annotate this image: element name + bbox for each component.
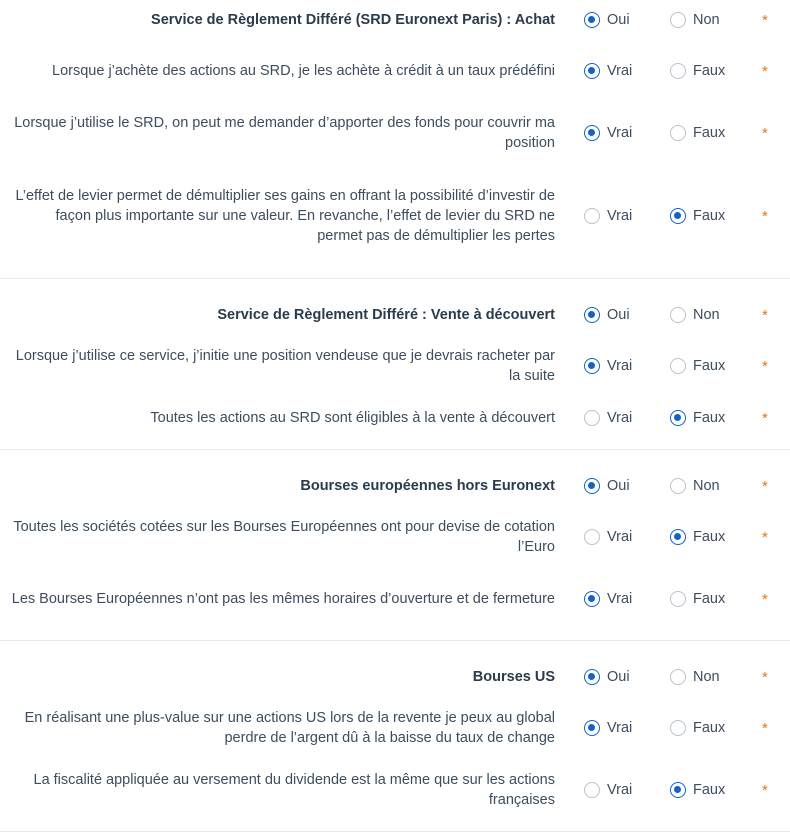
radio-button-icon[interactable] <box>670 125 686 141</box>
section-1-heading-option-0[interactable] <box>584 307 670 323</box>
radio-button-selected-icon[interactable] <box>670 410 686 426</box>
radio-button-icon[interactable] <box>584 529 600 545</box>
required-marker: * <box>762 528 768 546</box>
section-0-question-0-label: Lorsque j’achète des actions au SRD, je les achète à crédit à un taux prédéfini <box>52 63 555 79</box>
section-3-question-1-option-1-label: Faux <box>693 782 726 798</box>
section-0-heading-label: Service de Règlement Différé (SRD Euronext Paris) : Achat <box>151 12 555 28</box>
section-1-question-0-option-0[interactable] <box>584 358 670 374</box>
section-1-question-1-row <box>0 397 790 439</box>
section-3-question-1-row <box>0 759 790 821</box>
section-spacer <box>0 450 790 466</box>
section-bottom-padding <box>0 630 790 640</box>
radio-button-selected-icon[interactable] <box>584 12 600 28</box>
section-3-question-0-option-1[interactable] <box>670 720 756 736</box>
section-1-question-1-option-1[interactable] <box>670 410 756 426</box>
section-1-question-0-option-1-label: Faux <box>693 358 726 374</box>
radio-button-selected-icon[interactable] <box>584 125 600 141</box>
section-spacer <box>0 641 790 657</box>
section-2-heading-option-0-label: Oui <box>607 478 630 494</box>
section-1-question-1-option-1-label: Faux <box>693 410 726 426</box>
section-0-question-2-option-0[interactable] <box>584 208 670 224</box>
radio-button-icon[interactable] <box>670 307 686 323</box>
radio-button-icon[interactable] <box>584 782 600 798</box>
section-0-question-1-option-0[interactable] <box>584 125 670 141</box>
section-0-question-0-option-0-label: Vrai <box>607 63 633 79</box>
section-1-question-1-option-0[interactable] <box>584 410 670 426</box>
section-3-heading-option-0[interactable] <box>584 669 670 685</box>
section-1-question-0-row <box>0 335 790 397</box>
required-marker: * <box>762 11 768 29</box>
radio-button-icon[interactable] <box>670 669 686 685</box>
section-3-question-1-answers <box>570 782 790 798</box>
section-0-question-1-option-1-label: Faux <box>693 125 726 141</box>
section-spacer <box>0 279 790 295</box>
required-marker: * <box>762 590 768 608</box>
section-0-question-0-option-1[interactable] <box>670 63 756 79</box>
section-3-question-1-option-1[interactable] <box>670 782 756 798</box>
radio-button-selected-icon[interactable] <box>584 591 600 607</box>
section-0-question-1-option-0-label: Vrai <box>607 125 633 141</box>
radio-button-selected-icon[interactable] <box>670 208 686 224</box>
section-0-question-1-answers <box>570 125 790 141</box>
section-0-question-2-option-0-label: Vrai <box>607 208 633 224</box>
section-2-question-0-option-0-label: Vrai <box>607 529 633 545</box>
section-1-heading-answers <box>570 307 790 323</box>
section-2-question-1-answers <box>570 591 790 607</box>
section-3-heading-row <box>0 657 790 697</box>
section-1-heading-row <box>0 295 790 335</box>
section-2-heading-answers <box>570 478 790 494</box>
section-2-heading-option-1-label: Non <box>693 478 720 494</box>
section-1-question-0-label: Lorsque j’utilise ce service, j’initie une position vendeuse que je devrais racheter par la suite <box>15 348 555 384</box>
required-marker: * <box>762 62 768 80</box>
section-1-heading-label: Service de Règlement Différé : Vente à découvert <box>217 307 555 323</box>
section-2-heading-option-0[interactable] <box>584 478 670 494</box>
section-2-question-1-option-0-label: Vrai <box>607 591 633 607</box>
section-1-heading-option-0-label: Oui <box>607 307 630 323</box>
required-marker: * <box>762 477 768 495</box>
radio-button-icon[interactable] <box>670 358 686 374</box>
section-0-question-1-label: Lorsque j’utilise le SRD, on peut me demander d’apporter des fonds pour couvrir ma position <box>14 115 555 151</box>
section-3-question-0-option-0-label: Vrai <box>607 720 633 736</box>
section-0-question-1-row <box>0 102 790 164</box>
section-2-question-1-row <box>0 568 790 630</box>
radio-button-icon[interactable] <box>670 720 686 736</box>
section-1-question-1-option-0-label: Vrai <box>607 410 633 426</box>
required-marker: * <box>762 409 768 427</box>
section-3-heading-label: Bourses US <box>472 669 555 685</box>
section-0-heading-row <box>0 0 790 40</box>
section-2-heading-option-1[interactable] <box>670 478 756 494</box>
required-marker: * <box>762 668 768 686</box>
section-3-question-0-answers <box>570 720 790 736</box>
section-3-question-1-option-0-label: Vrai <box>607 782 633 798</box>
section-1-heading-option-1-label: Non <box>693 307 720 323</box>
section-3-heading-answers <box>570 669 790 685</box>
section-2-question-1-option-1[interactable] <box>670 591 756 607</box>
required-marker: * <box>762 719 768 737</box>
radio-button-selected-icon[interactable] <box>670 782 686 798</box>
section-2-question-0-label: Toutes les sociétés cotées sur les Bourses Européennes ont pour devise de cotation l’Euro <box>13 519 555 555</box>
section-0-heading-option-0-label: Oui <box>607 12 630 28</box>
section-0 <box>0 0 790 279</box>
section-1-question-0-option-0-label: Vrai <box>607 358 633 374</box>
section-1-heading-option-1[interactable] <box>670 307 756 323</box>
radio-button-icon[interactable] <box>670 591 686 607</box>
section-3-question-0-option-1-label: Faux <box>693 720 726 736</box>
section-3-heading-option-1-label: Non <box>693 669 720 685</box>
required-marker: * <box>762 306 768 324</box>
section-2-question-1-option-0[interactable] <box>584 591 670 607</box>
radio-button-selected-icon[interactable] <box>670 529 686 545</box>
section-bottom-padding <box>0 268 790 278</box>
section-0-heading-option-1[interactable] <box>670 12 756 28</box>
radio-button-icon[interactable] <box>670 478 686 494</box>
section-0-question-2-row <box>0 164 790 268</box>
radio-button-selected-icon[interactable] <box>584 63 600 79</box>
section-1-question-1-answers <box>570 410 790 426</box>
section-0-question-1-option-1[interactable] <box>670 125 756 141</box>
section-0-question-2-option-1[interactable] <box>670 208 756 224</box>
section-0-heading-option-0[interactable] <box>584 12 670 28</box>
section-2-question-0-option-1[interactable] <box>670 529 756 545</box>
required-marker: * <box>762 781 768 799</box>
section-2-question-0-option-0[interactable] <box>584 529 670 545</box>
section-2-question-1-option-1-label: Faux <box>693 591 726 607</box>
radio-button-icon[interactable] <box>584 410 600 426</box>
section-1 <box>0 279 790 450</box>
section-3-heading-option-0-label: Oui <box>607 669 630 685</box>
section-0-heading-option-1-label: Non <box>693 12 720 28</box>
section-3-question-0-row <box>0 697 790 759</box>
section-0-question-2-answers <box>570 208 790 224</box>
section-0-question-0-option-1-label: Faux <box>693 63 726 79</box>
required-marker: * <box>762 124 768 142</box>
required-marker: * <box>762 207 768 225</box>
required-marker: * <box>762 357 768 375</box>
section-3-heading-option-1[interactable] <box>670 669 756 685</box>
section-2-question-0-row <box>0 506 790 568</box>
radio-button-icon[interactable] <box>670 63 686 79</box>
radio-button-selected-icon[interactable] <box>584 358 600 374</box>
section-2-heading-row <box>0 466 790 506</box>
radio-button-selected-icon[interactable] <box>584 720 600 736</box>
section-2-question-0-option-1-label: Faux <box>693 529 726 545</box>
section-3 <box>0 641 790 832</box>
section-2-question-0-answers <box>570 529 790 545</box>
section-3-question-1-label: La fiscalité appliquée au versement du dividende est la même que sur les actions françaises <box>33 772 555 808</box>
section-3-question-0-option-0[interactable] <box>584 720 670 736</box>
section-2 <box>0 450 790 641</box>
section-0-question-2-option-1-label: Faux <box>693 208 726 224</box>
section-1-question-1-label: Toutes les actions au SRD sont éligibles à la vente à découvert <box>150 410 555 426</box>
radio-button-selected-icon[interactable] <box>584 307 600 323</box>
radio-button-selected-icon[interactable] <box>584 669 600 685</box>
radio-button-icon[interactable] <box>670 12 686 28</box>
section-3-question-1-option-0[interactable] <box>584 782 670 798</box>
section-0-question-0-option-0[interactable] <box>584 63 670 79</box>
section-1-question-0-option-1[interactable] <box>670 358 756 374</box>
section-0-question-0-answers <box>570 63 790 79</box>
section-0-question-0-row <box>0 40 790 102</box>
section-3-question-0-label: En réalisant une plus-value sur une actions US lors de la revente je peux au global perdre de l’argent dû à la baisse du taux de change <box>24 710 555 746</box>
section-0-question-2-label: L’effet de levier permet de démultiplier ses gains en offrant la possibilité d’investir de façon plus importante sur une valeur. En revanche, l’effet de levier du SRD ne permet pas de démultiplier les pertes <box>15 188 555 244</box>
radio-button-icon[interactable] <box>584 208 600 224</box>
section-2-question-1-label: Les Bourses Européennes n’ont pas les mêmes horaires d’ouverture et de fermeture <box>11 591 555 607</box>
section-2-heading-label: Bourses européennes hors Euronext <box>300 478 555 494</box>
section-bottom-padding <box>0 439 790 449</box>
radio-button-selected-icon[interactable] <box>584 478 600 494</box>
section-1-question-0-answers <box>570 358 790 374</box>
section-0-heading-answers <box>570 12 790 28</box>
